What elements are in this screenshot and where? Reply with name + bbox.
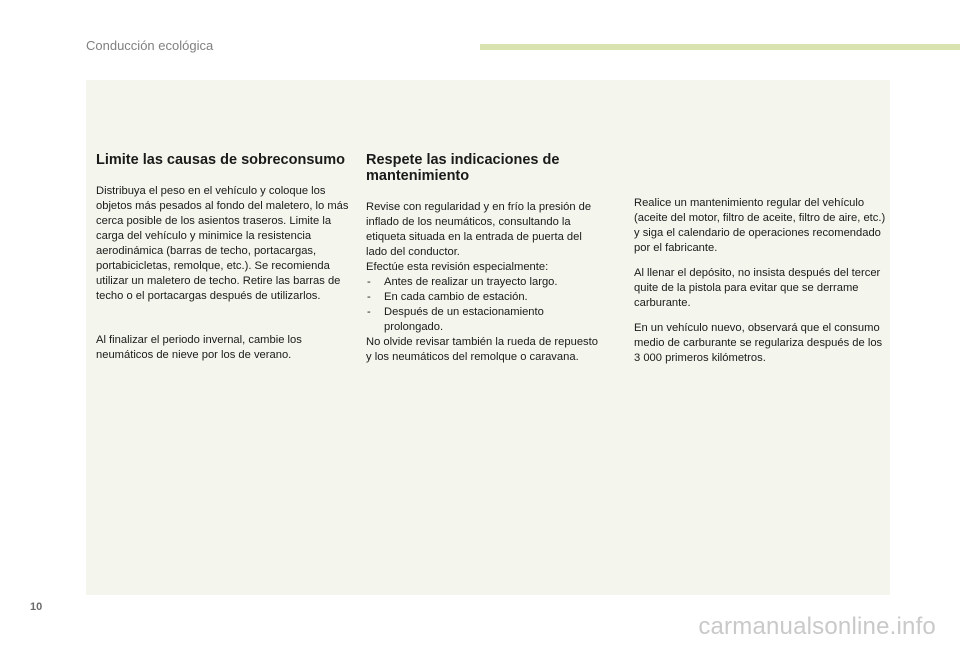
section-title: Conducción ecológica — [86, 38, 214, 53]
column-right — [634, 196, 886, 366]
left-paragraph-1: Distribuya el peso en el vehículo y coloque los objetos más pesados al fondo del maletero, lo más cerca posible de los asientos traseros. Limite la carga del vehículo y minimice la resistencia aerodinámica (barras de techo, portacargas, portabicicletas, remolque, etc.). Se recomienda utilizar un maletero de techo. Retire las barras de techo o el portacargas después de utilizarlos. — [96, 185, 349, 302]
list-item: - Después de un estacionamiento prolongado. — [366, 305, 606, 335]
header-rule — [480, 44, 960, 50]
list-item: - En cada cambio de estación. — [366, 290, 606, 305]
middle-paragraph-3: No olvide revisar también la rueda de repuesto y los neumáticos del remolque o caravana. — [366, 336, 598, 363]
middle-paragraph-1: Revise con regularidad y en frío la presión de inflado de los neumáticos, consultando la etiqueta situada en la entrada de puerta del lado del conductor. — [366, 201, 592, 258]
content-panel — [86, 80, 890, 595]
middle-paragraph-2: Efectúe esta revisión especialmente: — [366, 261, 549, 273]
middle-heading: Respete las indicaciones de mantenimiento — [366, 152, 560, 184]
page-number: 10 — [30, 601, 43, 613]
right-paragraph-1: Realice un mantenimiento regular del vehículo (aceite del motor, filtro de aceite, filtro de aire, etc.) y siga el calendario de operaciones recomendado por el fabricante. — [634, 197, 886, 254]
column-left — [96, 152, 354, 363]
right-paragraph-2: Al llenar el depósito, no insista después del tercer quite de la pistola para evitar que se derrame carburante. — [634, 267, 881, 309]
left-heading: Limite las causas de sobreconsumo — [96, 152, 346, 168]
column-middle — [366, 152, 606, 365]
watermark: carmanualsonline.info — [698, 613, 936, 640]
list-item: - Antes de realizar un trayecto largo. — [366, 275, 606, 290]
right-paragraph-3: En un vehículo nuevo, observará que el consumo medio de carburante se regulariza después de los 3 000 primeros kilómetros. — [634, 322, 883, 364]
maintenance-list — [366, 275, 606, 335]
left-paragraph-2: Al finalizar el periodo invernal, cambie los neumáticos de nieve por los de verano. — [96, 334, 302, 361]
